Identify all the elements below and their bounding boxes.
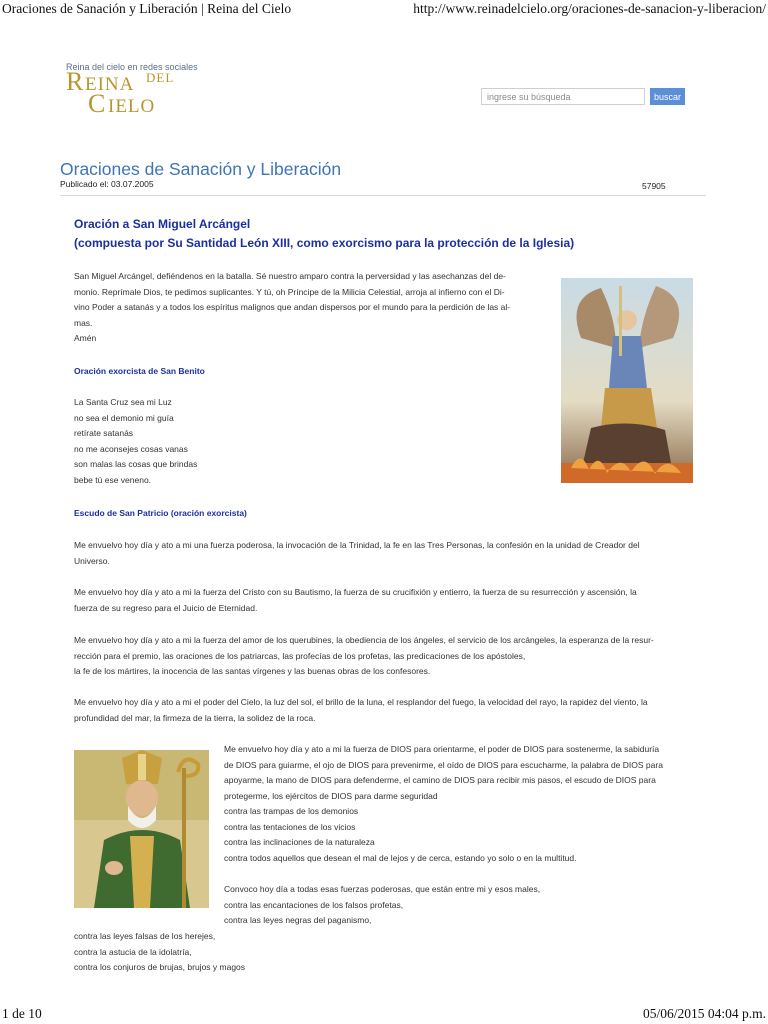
print-datetime: 05/06/2015 04:04 p.m.	[642, 1006, 766, 1021]
logo-ielo: IELO	[108, 96, 156, 116]
text-line: Me envuelvo hoy día y ato a mi la fuerza de DIOS para orientarme, el poder de DIOS para sostenerme, la sabiduría	[224, 744, 660, 754]
divider	[60, 195, 706, 196]
text-line: Me envuelvo hoy día y ato a mi el poder del Cielo, la luz del sol, el brillo de la luna, el resplandor del fuego, la velocidad del rayo, la rapidez del viento, la	[74, 697, 648, 707]
text-line: Me envuelvo hoy día y ato a mi la fuerza del amor de los querubines, la obediencia de los ángeles, el servicio de los arcángeles, la esperanza de la resur-	[74, 635, 654, 645]
text-line: contra las leyes falsas de los herejes,	[74, 931, 216, 941]
text-line: la fe de los mártires, la inocencia de las santas vírgenes y las buenas obras de los confesores.	[74, 666, 431, 676]
paragraph-3	[74, 633, 654, 680]
text-line: Me envuelvo hoy día y ato a mi una fuerza poderosa, la invocación de la Trinidad, la fe en las Tres Personas, la confesión en la unidad de Creador del	[74, 540, 640, 550]
prayer-title-san-patricio: Escudo de San Patricio (oración exorcista)	[74, 508, 247, 518]
text-line: profundidad del mar, la firmeza de la tierra, la solidez de la roca.	[74, 712, 316, 723]
logo-del: DEL	[146, 70, 175, 85]
page-number: 1 de 10	[2, 1006, 42, 1021]
search-input[interactable]	[481, 88, 645, 105]
text-line: son malas las cosas que brindas	[74, 459, 198, 469]
text-line: La Santa Cruz sea mi Luz	[74, 397, 172, 407]
text-line: contra la astucia de la idolatría,	[74, 946, 192, 957]
print-footer	[0, 1006, 768, 1024]
paragraph-7	[74, 929, 245, 976]
prayer-title-san-benito: Oración exorcista de San Benito	[74, 366, 205, 376]
paragraph-5	[224, 742, 663, 866]
text-line: no sea el demonio mi guía	[74, 412, 174, 423]
text-line: Me envuelvo hoy día y ato a mi la fuerza del Cristo con su Bautismo, la fuerza de su crucifixión y entierro, la fuerza de su resurrección y ascensión, la	[74, 587, 637, 597]
prayer-subtitle-san-miguel: (compuesta por Su Santidad León XIII, como exorcismo para la protección de la Iglesia)	[74, 236, 575, 250]
text-line: Amén	[74, 333, 97, 343]
view-count: 57905	[642, 181, 666, 191]
social-networks-label[interactable]: Reina del cielo en redes sociales	[66, 62, 198, 72]
logo-r: R	[66, 67, 84, 96]
text-line: rección para el premio, las oraciones de los patriarcas, las profecías de los profetas, las predicaciones de los apóstoles,	[74, 650, 526, 661]
print-page-url[interactable]: http://www.reinadelcielo.org/oraciones-de-sanacion-y-liberacion/	[413, 1, 766, 16]
logo-eina: EINA	[85, 74, 135, 95]
text-line: contra las leyes negras del paganismo,	[224, 915, 372, 925]
text-line: contra las trampas de los demonios	[224, 806, 359, 816]
paragraph-2	[74, 585, 637, 616]
prayer-title-san-miguel: Oración a San Miguel Arcángel	[74, 217, 251, 231]
published-date: Publicado el: 03.07.2005	[60, 179, 154, 189]
san-patricio-image	[74, 750, 209, 908]
text-line: vino Poder a satanás y a todos los espíritus malignos que andan dispersos por el mundo para la perdición de las al-	[74, 302, 511, 312]
text-line: contra las encantaciones de los falsos profetas,	[224, 899, 404, 910]
text-line: protegerme, los ejércitos de DIOS para darme seguridad	[224, 790, 438, 801]
san-miguel-image	[561, 278, 693, 483]
paragraph-1	[74, 538, 640, 569]
text-line: monio. Reprímale Dios, te pedimos suplicantes. Y tú, oh Príncipe de la Milicia Celestial, arroja al infierno con el Di-	[74, 286, 505, 297]
paragraph-6	[224, 882, 540, 929]
text-line: fuerza de su regreso para el Juicio de Eternidad.	[74, 602, 258, 613]
text-line: retírate satanás	[74, 428, 134, 438]
text-line: contra las tentaciones de los vicios	[224, 821, 356, 832]
text-line: bebe tú ese veneno.	[74, 474, 152, 485]
text-line: contra todos aquellos que desean el mal de lejos y de cerca, estando yo solo o en la multitud.	[224, 852, 577, 863]
text-line: contra las inclinaciones de la naturaleza	[224, 837, 375, 847]
print-page-title: Oraciones de Sanación y Liberación | Reina del Cielo	[2, 1, 292, 16]
prayer-text-san-miguel	[74, 269, 510, 347]
page-title: Oraciones de Sanación y Liberación	[60, 159, 342, 179]
text-line: apoyarme, la mano de DIOS para defenderme, el camino de DIOS para recibir mis pasos, el escudo de DIOS para	[224, 775, 656, 785]
site-logo[interactable]	[66, 64, 206, 114]
text-line: Convoco hoy día a todas esas fuerzas poderosas, que están entre mi y esos males,	[224, 884, 541, 894]
text-line: San Miguel Arcángel, defiéndenos en la batalla. Sé nuestro amparo contra la perversidad y las asechanzas del de-	[74, 271, 506, 281]
search-button[interactable]: buscar	[650, 88, 685, 105]
text-line: de DIOS para guiarme, el ojo de DIOS para prevenirme, el oído de DIOS para escucharme, la palabra de DIOS para	[224, 759, 663, 770]
text-line: Universo.	[74, 555, 110, 566]
logo-c: C	[88, 89, 106, 116]
paragraph-4	[74, 695, 648, 726]
prayer-text-san-benito	[74, 395, 197, 488]
text-line: contra los conjuros de brujas, brujos y magos	[74, 962, 246, 972]
print-header	[0, 0, 768, 20]
text-line: mas.	[74, 317, 93, 328]
text-line: no me aconsejes cosas vanas	[74, 443, 188, 454]
logo-wordmark	[66, 66, 206, 116]
